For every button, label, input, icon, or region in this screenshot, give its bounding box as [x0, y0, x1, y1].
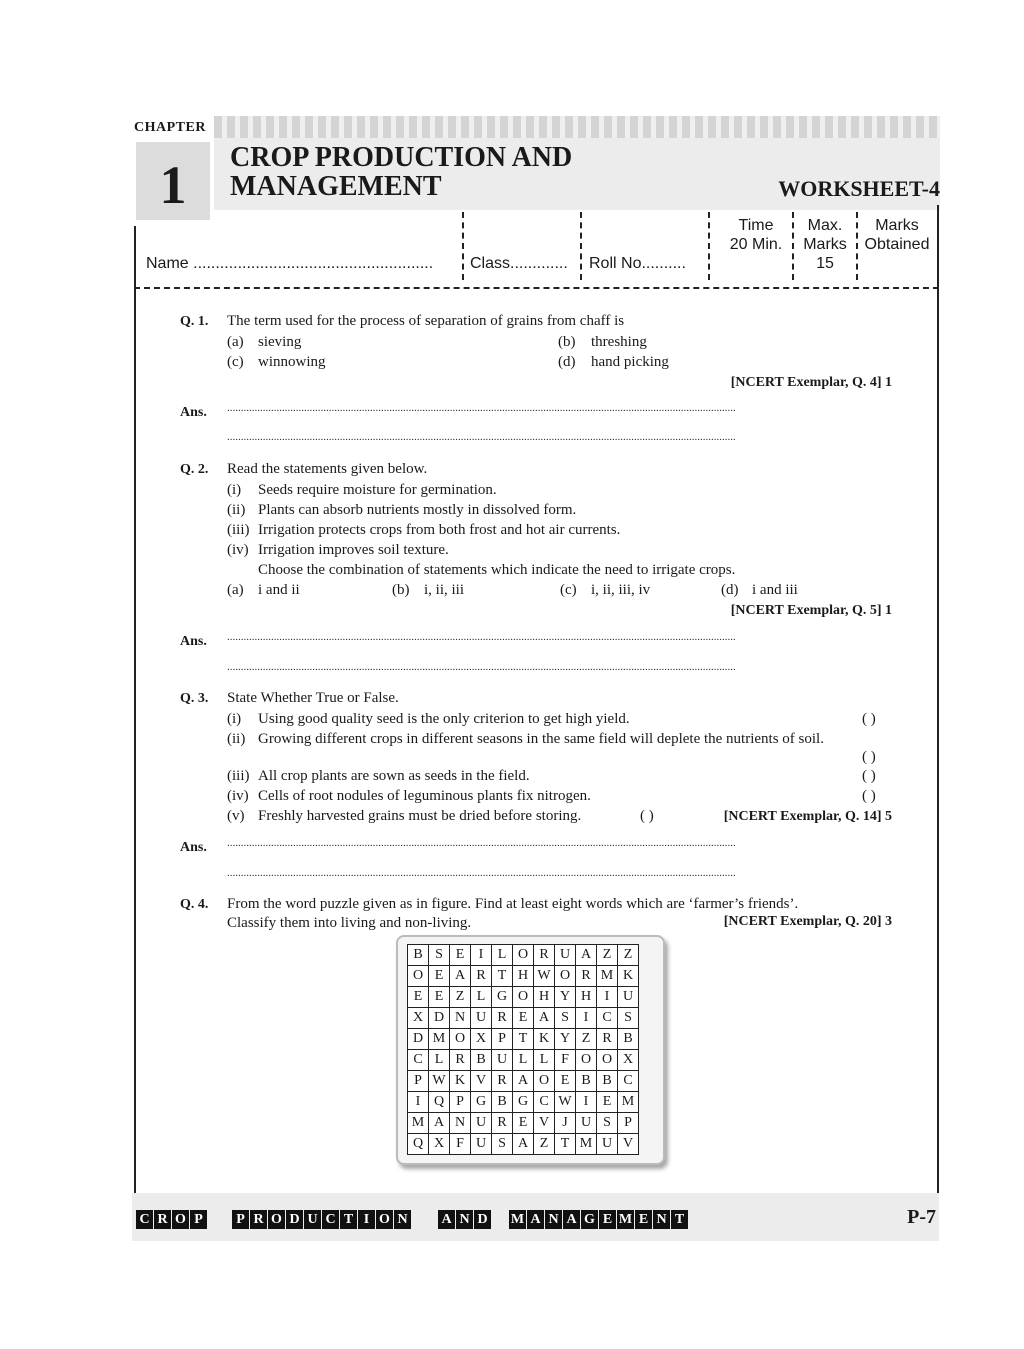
puzzle-letter: S	[429, 945, 450, 966]
statement-text: Using good quality seed is the only criterion to get high yield.	[258, 711, 630, 727]
puzzle-letter: K	[534, 1029, 555, 1050]
answer-label: Ans.	[180, 634, 207, 649]
footer-letter: N	[653, 1210, 670, 1229]
footer-letter: N	[545, 1210, 562, 1229]
puzzle-letter: T	[555, 1134, 576, 1155]
name-field: Name ......................................................	[146, 255, 434, 272]
puzzle-letter: D	[408, 1029, 429, 1050]
footer-letter: E	[599, 1210, 616, 1229]
footer-letter: D	[286, 1210, 303, 1229]
footer-letter: R	[250, 1210, 267, 1229]
question-text: Classify them into living and non-living.	[227, 915, 472, 931]
option-text: hand picking	[591, 354, 669, 370]
puzzle-letter: W	[429, 1071, 450, 1092]
time-value: 20 Min.	[729, 236, 783, 253]
puzzle-letter: C	[408, 1050, 429, 1071]
puzzle-letter: X	[408, 1008, 429, 1029]
footer-letter: P	[190, 1210, 207, 1229]
puzzle-row	[408, 945, 639, 966]
puzzle-row	[408, 1134, 639, 1155]
puzzle-letter: O	[513, 987, 534, 1008]
statement-key: (v)	[227, 808, 245, 824]
puzzle-letter: P	[618, 1113, 639, 1134]
option-text: i, ii, iii, iv	[591, 582, 651, 598]
puzzle-letter: A	[513, 1134, 534, 1155]
puzzle-letter: C	[534, 1092, 555, 1113]
question-text: State Whether True or False.	[227, 690, 399, 706]
answer-label: Ans.	[180, 405, 207, 420]
word-puzzle-grid	[407, 944, 639, 1155]
puzzle-letter: V	[471, 1071, 492, 1092]
puzzle-letter: R	[471, 966, 492, 987]
puzzle-letter: G	[513, 1092, 534, 1113]
puzzle-row	[408, 1113, 639, 1134]
puzzle-letter: S	[555, 1008, 576, 1029]
puzzle-letter: E	[429, 987, 450, 1008]
puzzle-letter: N	[450, 1113, 471, 1134]
worksheet-title: WORKSHEET-4	[778, 176, 940, 201]
puzzle-letter: E	[597, 1092, 618, 1113]
footer-letter: T	[340, 1210, 357, 1229]
time-label: Time	[738, 217, 774, 234]
statement-key: (iv)	[227, 788, 249, 804]
max-value: 15	[816, 255, 834, 272]
puzzle-row	[408, 1029, 639, 1050]
question-label: Q. 3.	[180, 691, 209, 706]
option-text: i, ii, iii	[424, 582, 465, 598]
statement-text: Plants can absorb nutrients mostly in dissolved form.	[258, 502, 577, 518]
footer-letter: E	[635, 1210, 652, 1229]
puzzle-letter: L	[513, 1050, 534, 1071]
statement-text: Irrigation protects crops from both frost and hot air currents.	[258, 522, 621, 538]
answer-line: .........................................................................................................................................................................................	[227, 837, 736, 849]
puzzle-letter: U	[471, 1134, 492, 1155]
puzzle-letter: Z	[576, 1029, 597, 1050]
footer-letter: G	[581, 1210, 598, 1229]
puzzle-letter: R	[576, 966, 597, 987]
puzzle-letter: J	[555, 1113, 576, 1134]
puzzle-row	[408, 1092, 639, 1113]
obtained-label: Marks	[875, 217, 919, 234]
time-box	[716, 216, 796, 254]
option-text: i and ii	[258, 582, 300, 598]
puzzle-letter: U	[576, 1113, 597, 1134]
statement-text: Irrigation improves soil texture.	[258, 542, 449, 558]
footer-letter: U	[304, 1210, 321, 1229]
puzzle-letter: L	[492, 945, 513, 966]
puzzle-letter: M	[618, 1092, 639, 1113]
puzzle-letter: O	[597, 1050, 618, 1071]
footer-word	[232, 1210, 412, 1229]
puzzle-letter: R	[450, 1050, 471, 1071]
puzzle-letter: N	[450, 1008, 471, 1029]
puzzle-letter: V	[618, 1134, 639, 1155]
option-key: (a)	[227, 582, 244, 598]
puzzle-letter: P	[492, 1029, 513, 1050]
divider	[792, 212, 794, 280]
right-border	[937, 205, 939, 1196]
answer-line: .........................................................................................................................................................................................	[227, 631, 736, 643]
footer-letter: A	[438, 1210, 455, 1229]
puzzle-letter: E	[513, 1008, 534, 1029]
puzzle-letter: Q	[429, 1092, 450, 1113]
puzzle-letter: F	[555, 1050, 576, 1071]
word-puzzle	[396, 935, 665, 1165]
statement-key: (iii)	[227, 522, 250, 538]
puzzle-row	[408, 987, 639, 1008]
puzzle-letter: K	[450, 1071, 471, 1092]
footer-word	[136, 1210, 208, 1229]
source-ref: [NCERT Exemplar, Q. 4] 1	[730, 375, 892, 390]
question-text: Read the statements given below.	[227, 461, 428, 477]
left-border	[134, 226, 136, 1196]
option-key: (b)	[558, 334, 576, 350]
statement-text: Growing different crops in different seasons in the same field will deplete the nutrients of soil.	[258, 731, 824, 747]
puzzle-letter: O	[576, 1050, 597, 1071]
puzzle-row	[408, 1008, 639, 1029]
puzzle-letter: M	[429, 1029, 450, 1050]
option-key: (a)	[227, 334, 244, 350]
puzzle-letter: B	[618, 1029, 639, 1050]
answer-blank: ( )	[640, 808, 654, 824]
page-number: P-7	[907, 1206, 936, 1228]
puzzle-letter: U	[618, 987, 639, 1008]
answer-blank: ( )	[862, 768, 876, 784]
info-separator	[134, 287, 939, 289]
roll-field: Roll No..........	[589, 255, 686, 272]
puzzle-letter: P	[408, 1071, 429, 1092]
puzzle-letter: I	[576, 1008, 597, 1029]
puzzle-letter: S	[492, 1134, 513, 1155]
question-label: Q. 2.	[180, 462, 209, 477]
puzzle-letter: S	[618, 1008, 639, 1029]
footer-letter: O	[172, 1210, 189, 1229]
puzzle-letter: B	[576, 1071, 597, 1092]
footer-letter: R	[154, 1210, 171, 1229]
footer-letter: N	[394, 1210, 411, 1229]
divider	[580, 212, 582, 280]
puzzle-letter: O	[450, 1029, 471, 1050]
puzzle-letter: A	[513, 1071, 534, 1092]
puzzle-letter: W	[555, 1092, 576, 1113]
puzzle-letter: F	[450, 1134, 471, 1155]
puzzle-letter: B	[408, 945, 429, 966]
answer-line: .........................................................................................................................................................................................	[227, 867, 736, 879]
question-text: The term used for the process of separation of grains from chaff is	[227, 313, 625, 329]
puzzle-letter: M	[597, 966, 618, 987]
puzzle-letter: C	[618, 1071, 639, 1092]
puzzle-letter: S	[597, 1113, 618, 1134]
divider	[462, 212, 464, 280]
puzzle-letter: B	[492, 1092, 513, 1113]
puzzle-letter: X	[471, 1029, 492, 1050]
puzzle-letter: V	[534, 1113, 555, 1134]
puzzle-letter: W	[534, 966, 555, 987]
puzzle-letter: Q	[408, 1134, 429, 1155]
puzzle-letter: O	[555, 966, 576, 987]
footer-letter: P	[232, 1210, 249, 1229]
puzzle-letter: T	[492, 966, 513, 987]
statement-text: Seeds require moisture for germination.	[258, 482, 497, 498]
puzzle-letter: Y	[555, 987, 576, 1008]
puzzle-letter: L	[429, 1050, 450, 1071]
puzzle-letter: P	[450, 1092, 471, 1113]
footer-letter: C	[322, 1210, 339, 1229]
statement-key: (ii)	[227, 731, 246, 747]
statement-text: Freshly harvested grains must be dried before storing.	[258, 808, 582, 824]
puzzle-letter: U	[555, 945, 576, 966]
option-key: (b)	[392, 582, 410, 598]
puzzle-letter: B	[597, 1071, 618, 1092]
puzzle-letter: R	[492, 1113, 513, 1134]
statement-key: (i)	[227, 711, 242, 727]
divider	[856, 212, 858, 280]
question-text: From the word puzzle given as in figure. Find at least eight words which are ‘farmer’s friends’.	[227, 896, 799, 912]
puzzle-letter: T	[513, 1029, 534, 1050]
puzzle-letter: G	[471, 1092, 492, 1113]
marks-obtained-box	[860, 216, 934, 254]
puzzle-letter: D	[429, 1008, 450, 1029]
puzzle-letter: K	[618, 966, 639, 987]
footer-letter: I	[358, 1210, 375, 1229]
puzzle-letter: R	[534, 945, 555, 966]
source-ref: [NCERT Exemplar, Q. 20] 3	[723, 914, 892, 929]
footer-letter: O	[268, 1210, 285, 1229]
puzzle-row	[408, 966, 639, 987]
source-ref: [NCERT Exemplar, Q. 14] 5	[723, 809, 892, 824]
puzzle-letter: E	[450, 945, 471, 966]
puzzle-letter: U	[492, 1050, 513, 1071]
footer-letter: N	[456, 1210, 473, 1229]
footer-letter: O	[376, 1210, 393, 1229]
puzzle-letter: Z	[534, 1134, 555, 1155]
puzzle-letter: C	[597, 1008, 618, 1029]
chapter-title	[230, 143, 572, 201]
puzzle-letter: A	[429, 1113, 450, 1134]
puzzle-letter: U	[471, 1008, 492, 1029]
max-label: Max.	[807, 217, 843, 234]
puzzle-letter: Z	[618, 945, 639, 966]
puzzle-letter: I	[408, 1092, 429, 1113]
answer-line: .........................................................................................................................................................................................	[227, 402, 736, 414]
puzzle-letter: X	[618, 1050, 639, 1071]
footer-letter: A	[563, 1210, 580, 1229]
question-label: Q. 1.	[180, 314, 209, 329]
option-text: threshing	[591, 334, 647, 350]
chapter-label: CHAPTER	[134, 120, 206, 135]
divider	[708, 212, 710, 280]
puzzle-letter: O	[513, 945, 534, 966]
footer-letter: A	[527, 1210, 544, 1229]
max-marks-box	[796, 216, 854, 273]
footer-letter: M	[510, 1212, 525, 1227]
puzzle-letter: X	[429, 1134, 450, 1155]
puzzle-letter: L	[471, 987, 492, 1008]
footer-letter: T	[671, 1210, 688, 1229]
statement-key: (ii)	[227, 502, 246, 518]
answer-blank: ( )	[862, 749, 876, 765]
chapter-number: 1	[136, 142, 210, 220]
answer-line: .........................................................................................................................................................................................	[227, 661, 736, 673]
source-ref: [NCERT Exemplar, Q. 5] 1	[730, 603, 892, 618]
puzzle-letter: E	[555, 1071, 576, 1092]
header-stripe	[214, 116, 940, 138]
puzzle-letter: Y	[555, 1029, 576, 1050]
option-text: sieving	[258, 334, 302, 350]
puzzle-letter: H	[513, 966, 534, 987]
puzzle-row	[408, 1050, 639, 1071]
option-key: (c)	[560, 582, 577, 598]
puzzle-letter: B	[471, 1050, 492, 1071]
option-key: (d)	[721, 582, 739, 598]
chapter-title-line1: CROP PRODUCTION AND	[230, 142, 573, 173]
puzzle-letter: A	[450, 966, 471, 987]
class-field: Class.............	[470, 255, 568, 272]
puzzle-letter: L	[534, 1050, 555, 1071]
option-key: (c)	[227, 354, 244, 370]
puzzle-letter: A	[534, 1008, 555, 1029]
option-text: winnowing	[258, 354, 326, 370]
max-label: Marks	[803, 236, 847, 253]
puzzle-letter: O	[408, 966, 429, 987]
footer-letter: D	[474, 1210, 491, 1229]
puzzle-letter: I	[576, 1092, 597, 1113]
footer-letter: C	[136, 1210, 153, 1229]
answer-blank: ( )	[862, 711, 876, 727]
statement-text: Cells of root nodules of leguminous plants fix nitrogen.	[258, 788, 591, 804]
option-key: (d)	[558, 354, 576, 370]
puzzle-row	[408, 1071, 639, 1092]
footer-word	[509, 1210, 689, 1229]
puzzle-letter: U	[471, 1113, 492, 1134]
answer-line: .........................................................................................................................................................................................	[227, 431, 736, 443]
puzzle-letter: H	[534, 987, 555, 1008]
option-text: i and iii	[752, 582, 798, 598]
puzzle-letter: H	[576, 987, 597, 1008]
obtained-label: Obtained	[864, 236, 930, 253]
puzzle-letter: I	[471, 945, 492, 966]
puzzle-letter: I	[597, 987, 618, 1008]
puzzle-letter: R	[492, 1071, 513, 1092]
answer-blank: ( )	[862, 788, 876, 804]
footer-letter: M	[618, 1212, 633, 1227]
footer-word	[438, 1210, 492, 1229]
statement-key: (iv)	[227, 542, 249, 558]
answer-label: Ans.	[180, 840, 207, 855]
puzzle-letter: E	[429, 966, 450, 987]
puzzle-letter: Z	[597, 945, 618, 966]
puzzle-letter: G	[492, 987, 513, 1008]
puzzle-letter: E	[408, 987, 429, 1008]
puzzle-letter: U	[597, 1134, 618, 1155]
question-label: Q. 4.	[180, 897, 209, 912]
statement-key: (i)	[227, 482, 242, 498]
chapter-title-line2: MANAGEMENT	[230, 171, 442, 202]
puzzle-letter: R	[492, 1008, 513, 1029]
puzzle-letter: R	[597, 1029, 618, 1050]
puzzle-letter: E	[513, 1113, 534, 1134]
puzzle-letter: M	[408, 1113, 429, 1134]
puzzle-letter: O	[534, 1071, 555, 1092]
statement-text: All crop plants are sown as seeds in the field.	[258, 768, 530, 784]
puzzle-letter: Z	[450, 987, 471, 1008]
puzzle-letter: A	[576, 945, 597, 966]
puzzle-letter: M	[576, 1134, 597, 1155]
instruction-text: Choose the combination of statements which indicate the need to irrigate crops.	[258, 562, 736, 578]
statement-key: (iii)	[227, 768, 250, 784]
